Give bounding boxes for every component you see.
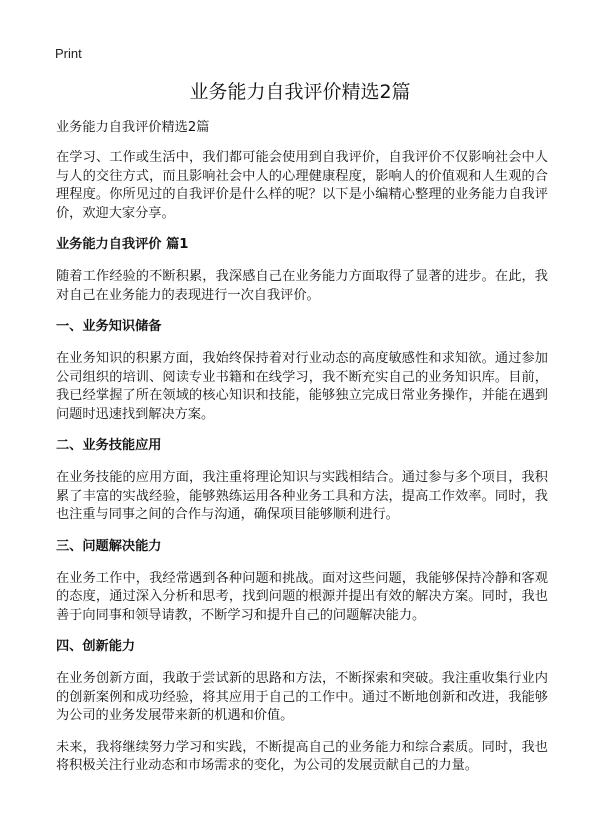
- section-heading-skills: 二、业务技能应用: [56, 438, 162, 453]
- closing-paragraph: 未来，我将继续努力学习和实践，不断提高自己的业务能力和综合素质。同时，我也将积极关注行业动态和市场需求的变化，为公司的发展贡献自己的力量。: [56, 739, 548, 773]
- section-heading-knowledge: 一、业务知识储备: [56, 319, 162, 334]
- section-text-knowledge: 在业务知识的积累方面，我始终保持着对行业动态的高度敏感性和求知欲。通过参加公司组织的培训、阅读专业书籍和在线学习，我不断充实自己的业务知识库。目前，我已经掌握了所在领域的核心知识和技能，能够独立完成日常业务操作，并能在遇到问题时迅速找到解决方案。: [56, 351, 548, 422]
- essay-heading: 业务能力自我评价 篇1: [56, 237, 189, 252]
- print-label[interactable]: Print: [55, 46, 82, 61]
- section-text-innovation: 在业务创新方面，我敢于尝试新的思路和方法，不断探索和突破。我注重收集行业内的创新案例和成功经验，将其应用于自己的工作中。通过不断地创新和改进，我能够为公司的业务发展带来新的机遇和价值。: [56, 671, 548, 723]
- section-text-problem-solving: 在业务工作中，我经常遇到各种问题和挑战。面对这些问题，我能够保持冷静和客观的态度，通过深入分析和思考，找到问题的根源并提出有效的解决方案。同时，我也善于向同事和领导请教，不断学习和提升自己的问题解决能力。: [56, 570, 548, 623]
- page-title: 业务能力自我评价精选2篇: [189, 81, 411, 103]
- document-subtitle: 业务能力自我评价精选2篇: [56, 120, 210, 135]
- section-heading-problem-solving: 三、问题解决能力: [56, 538, 162, 554]
- section-text-skills: 在业务技能的应用方面，我注重将理论知识与实践相结合。通过参与多个项目，我积累了丰富的实战经验，能够熟练运用各种业务工具和方法，提高工作效率。同时，我也注重与同事之间的合作与沟通，确保项目能够顺利进行。: [56, 470, 548, 522]
- intro-paragraph: 在学习、工作或生活中，我们都可能会使用到自我评价，自我评价不仅影响社会中人与人的交往方式，而且影响社会中人的心理健康程度，影响人的价值观和人生观的合理程度。你所见过的自我评价是什么样的呢？以下是小编精心整理的业务能力自我评价，欢迎大家分享。: [56, 150, 548, 221]
- essay-intro-paragraph: 随着工作经验的不断积累，我深感自己在业务能力方面取得了显著的进步。在此，我对自己在业务能力的表现进行一次自我评价。: [56, 269, 548, 303]
- section-heading-innovation: 四、创新能力: [56, 639, 136, 654]
- document-body: [56, 119, 548, 789]
